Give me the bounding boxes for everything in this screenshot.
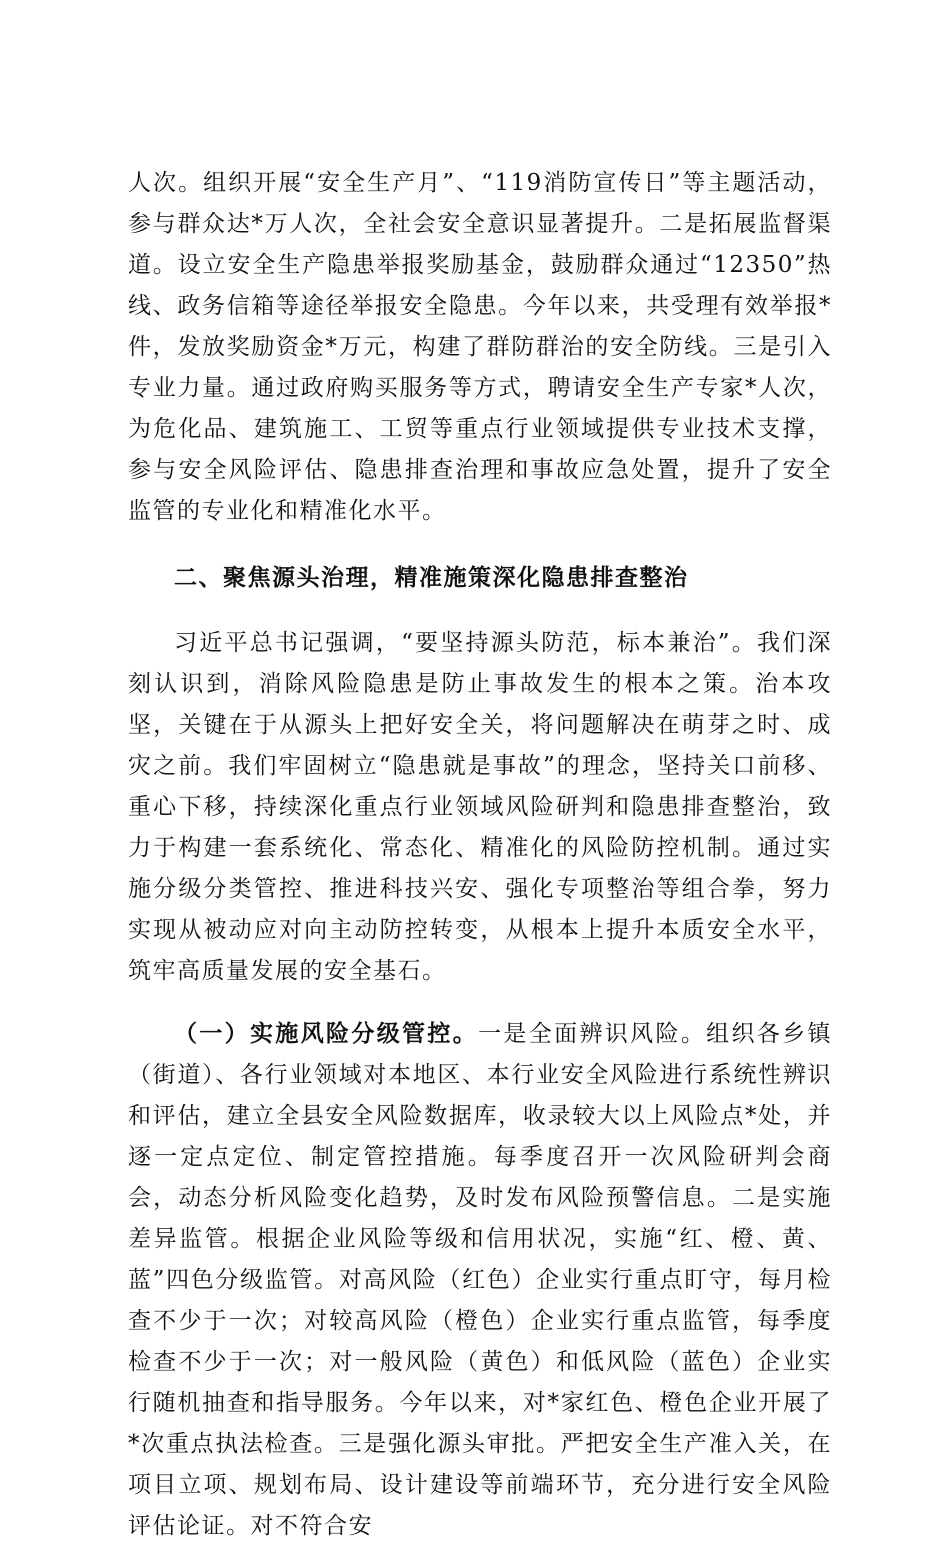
section-heading: 二、聚焦源头治理，精准施策深化隐患排查整治 [174,564,689,591]
subsection-body: 一是全面辨识风险。组织各乡镇（街道）、各行业领域对本地区、本行业安全风险进行系统性辨识和评估，建立全县安全风险数据库，收录较大以上风险点*处，并逐一定点定位、制定管控措施。每季度召开一次风险研判会商会，动态分析风险变化趋势，及时发布风险预警信息。二是实施差异监管。根据企业风险等级和信用状况，实施“红、橙、黄、蓝”四色分级监管。对高风险（红色）企业实行重点盯守，每月检查不少于一次；对较高风险（橙色）企业实行重点监管，每季度检查不少于一次；对一般风险（黄色）和低风险（蓝色）企业实行随机抽查和指导服务。今年以来，对*家红色、橙色企业开展了*次重点执法检查。三是强化源头审批。严把安全生产准入关，在项目立项、规划布局、设计建设等前端环节，充分进行安全风险评估论证。对不符合安 [128,1021,833,1539]
paragraph-spacer [128,992,832,1013]
subsection-lead: （一）实施风险分级管控。 [174,1020,479,1047]
paragraph-continuation: 人次。组织开展“安全生产月”、“119消防宣传日”等主题活动，参与群众达*万人次，全社会安全意识显著提升。二是拓展监督渠道。设立安全生产隐患举报奖励基金，鼓励群众通过“12350”热线、政务信箱等途径举报安全隐患。今年以来，共受理有效举报*件，发放奖励资金*万元，构建了群防群治的安全防线。三是引入专业力量。通过政府购买服务等方式，聘请安全生产专家*人次，为危化品、建筑施工、工贸等重点行业领域提供专业技术支撑，参与安全风险评估、隐患排查治理和事故应急处置，提升了安全监管的专业化和精准化水平。 [128,170,832,524]
document-body [128,163,832,1547]
paragraph-intro: 习近平总书记强调，“要坚持源头防范，标本兼治”。我们深刻认识到，消除风险隐患是防止事故发生的根本之策。治本攻坚，关键在于从源头上把好安全关，将问题解决在萌芽之时、成灾之前。我们牢固树立“隐患就是事故”的理念，坚持关口前移、重心下移，持续深化重点行业领域风险研判和隐患排查整治，致力于构建一套系统化、常态化、精准化的风险防控机制。通过实施分级分类管控、推进科技兴安、强化专项整治等组合拳，努力实现从被动应对向主动防控转变，从根本上提升本质安全水平，筑牢高质量发展的安全基石。 [128,630,832,984]
paragraph-risk-control [128,1013,832,1547]
